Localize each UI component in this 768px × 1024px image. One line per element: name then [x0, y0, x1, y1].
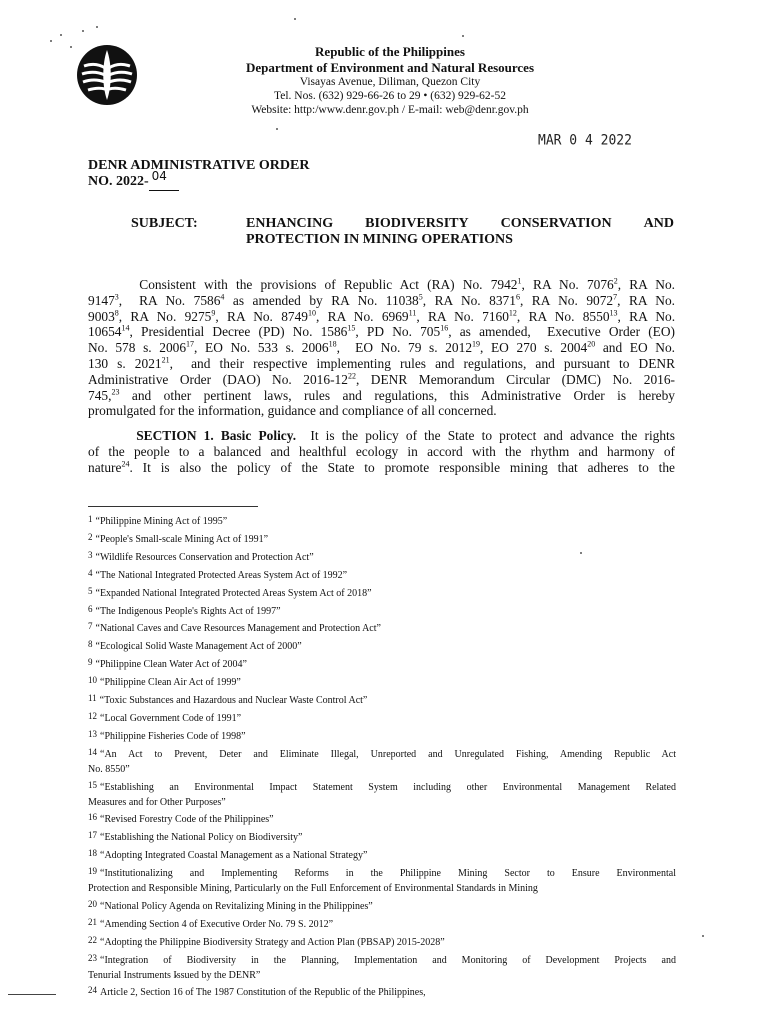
footnote-text: “Adopting Integrated Coastal Management as a National Strategy”	[100, 850, 368, 862]
scan-mark	[8, 994, 56, 995]
section-1-line	[88, 428, 675, 444]
footnote-text: “Philippine Mining Act of 1995”	[95, 516, 228, 527]
footnote-item	[88, 951, 676, 969]
order-number-handwritten: 04	[151, 169, 167, 183]
order-line-1: DENR ADMINISTRATIVE ORDER	[88, 158, 310, 173]
preamble-text: 10654	[88, 324, 122, 340]
preamble-text: , RA No. 8550	[516, 308, 610, 324]
footnote-ref: 1	[517, 276, 522, 286]
footnote-number: 18	[88, 848, 97, 859]
footnote-item	[88, 915, 676, 933]
footnote-ref: 10	[308, 308, 316, 318]
preamble-text: , RA No.	[617, 308, 676, 324]
footnote-ref: 24	[121, 459, 130, 469]
footnote-text: “Philippine Fisheries Code of 1998”	[100, 730, 246, 742]
footnote-continuation: Measures and for Other Purposes”	[88, 796, 226, 808]
footnote-ref: 4	[220, 292, 225, 302]
footnote-text: “Integration of Biodiversity in the Planning, Implementation and Monitoring of Development Projects and	[100, 954, 676, 966]
footnote-ref: 6	[515, 292, 520, 302]
footnote-text: Article 2, Section 16 of The 1987 Constitution of the Republic of the Philippines,	[100, 987, 426, 999]
footnote-text: “The Indigenous People's Rights Act of 1997”	[95, 605, 281, 617]
preamble-text: , EO 270 s. 2004	[480, 340, 588, 356]
letterhead-department: Department of Environment and Natural Resources	[245, 60, 535, 75]
footnote-number: 13	[88, 728, 97, 739]
footnote-text: “Adopting the Philippine Biodiversity Strategy and Action Plan (PBSAP) 2015-2028”	[100, 936, 445, 948]
footnote-item	[88, 933, 676, 951]
footnote-ref: 15	[347, 323, 356, 333]
footnote-continuation: Protection and Responsible Mining, Particularly on the Full Enforcement of Environmental Standards in Mining	[88, 883, 538, 895]
preamble-text: , PD No. 705	[355, 324, 441, 340]
preamble-text: , EO No. 533 s. 2006	[194, 340, 329, 356]
letterhead-republic: Republic of the Philippines	[315, 44, 465, 59]
preamble-line	[88, 356, 675, 372]
preamble-text: , RA No. 7076	[521, 277, 614, 292]
footnote-number: 24	[88, 985, 97, 996]
footnote-text: “Wildlife Resources Conservation and Protection Act”	[95, 551, 314, 563]
footnote-number: 11	[88, 693, 97, 704]
footnote-number: 15	[88, 779, 97, 790]
footnote-item	[88, 828, 676, 846]
footnote-text: “Amending Section 4 of Executive Order No. 79 S. 2012”	[100, 918, 334, 930]
subject-word: CONSERVATION	[500, 216, 612, 231]
preamble-line	[88, 277, 675, 293]
preamble-text: and other pertinent laws, rules and regulations, this Administrative Order is hereby	[119, 387, 675, 403]
footnote-ref: 19	[472, 339, 481, 349]
preamble-line	[88, 403, 675, 419]
preamble-line	[88, 340, 675, 356]
footnote-number: 22	[88, 934, 97, 945]
preamble-text: , RA No. 9072	[519, 292, 614, 308]
denr-logo	[76, 44, 138, 106]
preamble-text: , RA No. 8371	[422, 292, 516, 308]
footnote-number: 20	[88, 898, 97, 909]
footnote-text: “Revised Forestry Code of the Philippines”	[100, 814, 274, 826]
preamble-text: , EO No. 79 s. 2012	[336, 340, 473, 356]
date-stamp: MAR 0 4 2022	[538, 132, 632, 149]
preamble-text: 9147	[88, 292, 115, 308]
footnote-ref: 22	[347, 371, 356, 381]
footnote-number: 23	[88, 952, 97, 963]
subject-word: BIODIVERSITY	[365, 216, 469, 231]
preamble-text: , RA No. 7586	[118, 292, 221, 308]
footnote-continuation: No. 8550”	[88, 763, 130, 775]
letterhead-telephone: Tel. Nos. (632) 929-66-26 to 29 • (632) 929-62-52	[274, 90, 506, 102]
footnote-item	[88, 566, 676, 584]
footnote-ref: 17	[186, 339, 195, 349]
footnote-ref: 16	[440, 323, 449, 333]
subject-label: SUBJECT:	[131, 216, 198, 231]
subject-line-1	[246, 216, 674, 232]
footnote-item	[88, 619, 676, 637]
footnote-number: 21	[88, 916, 97, 927]
footnote-text: “Ecological Solid Waste Management Act of 2000”	[95, 641, 302, 653]
footnote-item	[88, 778, 676, 796]
footnote-text: “Philippine Clean Air Act of 1999”	[100, 677, 241, 689]
footnote-item	[88, 709, 676, 727]
footnote-number: 19	[88, 866, 97, 877]
preamble-line	[88, 309, 675, 325]
footnote-item	[88, 983, 676, 1001]
footnote-item	[88, 548, 676, 566]
footnote-item	[88, 864, 676, 882]
administrative-order-title	[88, 158, 309, 191]
section-1-line	[88, 460, 675, 476]
footnote-number: 10	[88, 675, 97, 686]
footnote-number: 5	[88, 585, 93, 596]
preamble-text: , DENR Memorandum Circular (DMC) No. 2016-	[355, 371, 675, 387]
footnote-ref: 14	[121, 323, 130, 333]
footnote-number: 2	[88, 531, 93, 542]
subject-word: ENHANCING	[246, 216, 334, 231]
preamble-paragraph	[88, 277, 675, 419]
footnote-ref: 23	[111, 387, 120, 397]
footnote-text: “Institutionalizing and Implementing Reforms in the Philippine Mining Sector to Ensure Environmental	[100, 868, 676, 880]
preamble-text: , RA No. 9275	[118, 308, 212, 324]
footnote-item	[88, 512, 676, 530]
footnote-number: 14	[88, 746, 97, 757]
footnote-text: “Expanded National Integrated Protected Areas System Act of 2018”	[95, 587, 372, 599]
section-1-heading: SECTION 1. Basic Policy.	[136, 428, 297, 443]
footnote-ref: 13	[609, 308, 618, 318]
section-1-intro: It is the policy of the State to protect and advance the rights	[310, 428, 675, 443]
footnote-text: “The National Integrated Protected Areas System Act of 1992”	[95, 569, 348, 581]
footnote-ref: 5	[418, 292, 423, 302]
footnote-continuation: Tenurial Instruments Issued by the DENR”	[88, 969, 261, 981]
footnote-ref: 3	[114, 292, 119, 302]
preamble-text: 130 s. 2021	[88, 355, 162, 371]
preamble-text: , and their respective implementing rules and regulations, and pursuant to DENR	[169, 355, 675, 371]
footnote-text: “Toxic Substances and Hazardous and Nuclear Waste Control Act”	[99, 695, 368, 707]
preamble-text: and EO No.	[595, 340, 675, 356]
footnote-number: 16	[88, 812, 97, 823]
section-1-line: of the people to a balanced and healthful ecology in accord with the rhythm and harmony of	[88, 443, 675, 459]
preamble-text: promulgated for the information, guidance and compliance of all concerned.	[88, 403, 497, 419]
preamble-text: 745,	[88, 387, 112, 403]
footnote-ref: 9	[211, 308, 216, 318]
preamble-text: 9003	[88, 308, 115, 324]
order-line-2	[88, 169, 309, 191]
subject-line-2: PROTECTION IN MINING OPERATIONS	[246, 232, 513, 247]
footnotes	[88, 512, 676, 1001]
footnote-item	[88, 637, 676, 655]
footnote-text: “Establishing an Environmental Impact Statement System including other Environmental Management Related	[100, 781, 676, 793]
footnote-item	[88, 673, 676, 691]
footnote-item	[88, 530, 676, 548]
preamble-line	[88, 372, 675, 388]
preamble-text: , RA No. 7160	[416, 308, 509, 324]
order-number-prefix: NO. 2022-	[88, 174, 149, 189]
footnote-number: 4	[88, 567, 93, 578]
footnote-text: “Philippine Clean Water Act of 2004”	[95, 659, 247, 671]
footnote-ref: 8	[114, 308, 119, 318]
subject-word: AND	[643, 216, 674, 231]
footnote-item	[88, 897, 676, 915]
footnote-ref: 11	[408, 308, 417, 318]
footnote-text: “Local Government Code of 1991”	[100, 712, 242, 724]
footnote-item	[88, 584, 676, 602]
footnote-text: “Establishing the National Policy on Biodiversity”	[100, 832, 303, 844]
preamble-line	[88, 324, 675, 340]
preamble-text: , Presidential Decree (PD) No. 1586	[129, 324, 348, 340]
footnote-ref: 2	[613, 276, 618, 286]
footnote-item	[88, 655, 676, 673]
footnote-text: “People's Small-scale Mining Act of 1991”	[95, 533, 269, 545]
footnote-item	[88, 691, 676, 709]
footnote-number: 6	[88, 603, 93, 614]
preamble-text: as amended by RA No. 11038	[224, 292, 419, 308]
footnote-number: 8	[88, 639, 93, 650]
letterhead-address: Visayas Avenue, Diliman, Quezon City	[299, 76, 481, 88]
section-1-paragraph	[88, 428, 675, 475]
footnote-item	[88, 727, 676, 745]
preamble-text: , RA No.	[617, 292, 676, 308]
preamble-text: , as amended, Executive Order (EO)	[448, 324, 675, 340]
order-number-blank	[149, 169, 179, 191]
footnote-text: “An Act to Prevent, Deter and Eliminate Illegal, Unreported and Unregulated Fishing, Amending Republic Act	[100, 748, 676, 760]
letterhead-website: Website: http:/www.denr.gov.ph / E-mail: web@denr.gov.ph	[251, 104, 529, 116]
footnote-ref: 7	[613, 292, 618, 302]
footnote-ref: 21	[161, 355, 170, 365]
preamble-text: , RA No. 6969	[316, 308, 409, 324]
footnote-ref: 18	[328, 339, 337, 349]
footnote-number: 7	[88, 621, 93, 632]
footnote-separator	[88, 506, 258, 507]
footnote-number: 17	[88, 830, 97, 841]
footnote-number: 12	[88, 710, 97, 721]
preamble-text: , RA No.	[617, 277, 676, 292]
preamble-text: , RA No. 8749	[215, 308, 308, 324]
footnote-number: 1	[88, 514, 93, 524]
section-1-text: nature	[88, 459, 122, 475]
footnote-ref: 12	[508, 308, 517, 318]
preamble-text: Consistent with the provisions of Republic Act (RA) No. 7942	[88, 277, 518, 292]
footnote-number: 9	[88, 657, 93, 668]
footnote-item	[88, 602, 676, 620]
preamble-text: Administrative Order (DAO) No. 2016-12	[88, 371, 348, 387]
footnote-text: “National Policy Agenda on Revitalizing Mining in the Philippines”	[100, 900, 373, 912]
footnote-item	[88, 810, 676, 828]
footnote-text: “National Caves and Cave Resources Management and Protection Act”	[95, 623, 381, 635]
section-1-text: . It is also the policy of the State to promote responsible mining that adheres to the	[129, 459, 675, 475]
preamble-text: No. 578 s. 2006	[88, 340, 187, 356]
preamble-line	[88, 293, 675, 309]
footnote-item	[88, 745, 676, 763]
footnote-number: 3	[88, 549, 93, 560]
footnote-item	[88, 846, 676, 864]
footnote-ref: 20	[587, 339, 596, 349]
preamble-line	[88, 388, 675, 404]
